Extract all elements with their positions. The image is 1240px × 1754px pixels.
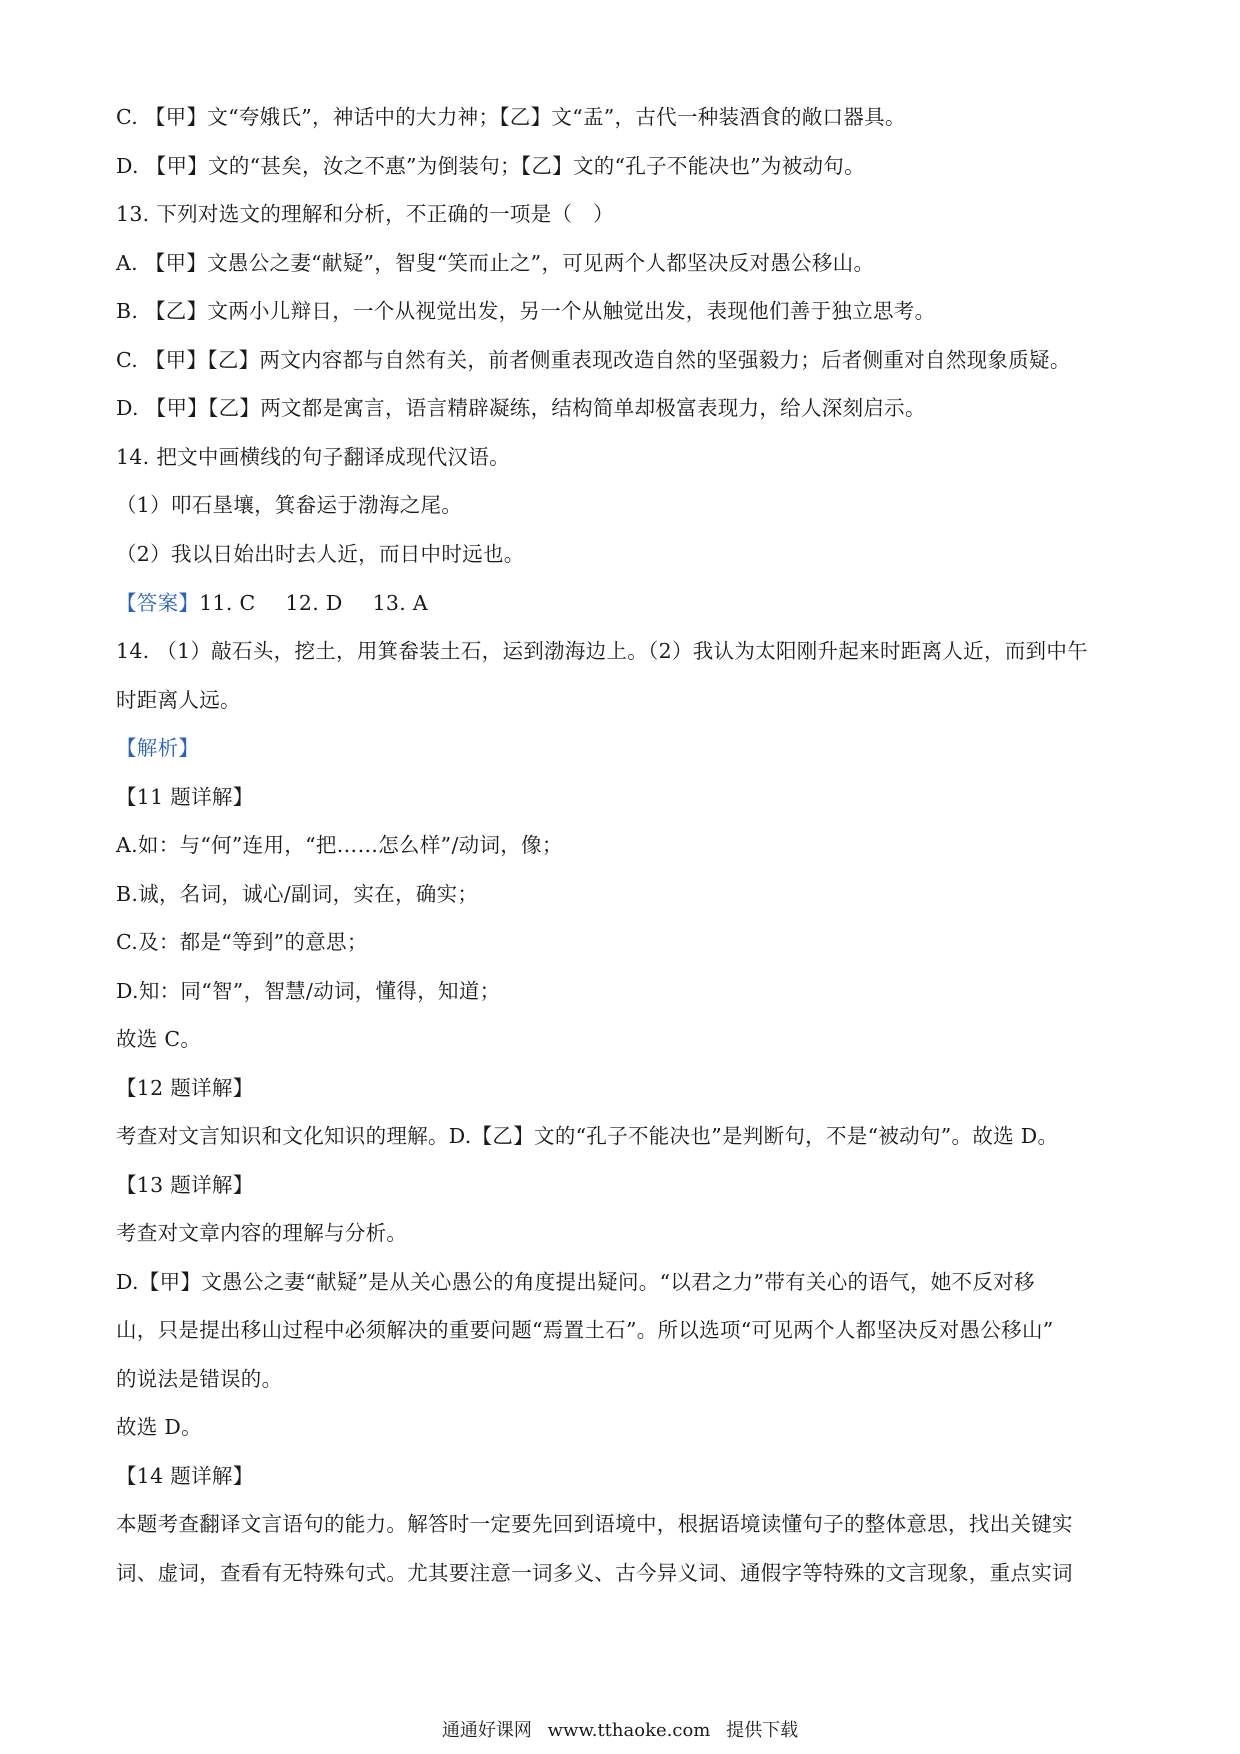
analysis-13-line-1: D.【甲】文愚公之妻“献疑”是从关心愚公的角度提出疑问。“以君之力”带有关心的语气，她不反对移 — [116, 1270, 1035, 1294]
option-13d: D. 【甲】【乙】两文都是寓言，语言精辟凝练，结构简单却极富表现力，给人深刻启示。 — [116, 396, 926, 420]
question-13: 13. 下列对选文的理解和分析，不正确的一项是（ ） — [116, 202, 614, 226]
answer-14-line-2: 时距离人远。 — [116, 688, 241, 712]
option-12c: C. 【甲】文“夸娥氏”，神话中的大力神；【乙】文“盂”，古代一种装酒食的敞口器具。 — [116, 105, 906, 129]
footer-site-name: 通通好课网 — [441, 1720, 532, 1741]
answer-11: 11. C — [199, 591, 256, 615]
analysis-11a: A.如：与“何”连用，“把……怎么样”/动词，像； — [116, 833, 563, 857]
analysis-14-line-1: 本题考查翻译文言语句的能力。解答时一定要先回到语境中，根据语境读懂句子的整体意思，找出关键实 — [116, 1512, 1073, 1536]
question-14-part-1: （1）叩石垦壤，箕畚运于渤海之尾。 — [116, 493, 463, 517]
answer-14-line-1: 14. （1）敲石头，挖土，用箕畚装土石，运到渤海边上。（2）我认为太阳刚升起来时距离人近，而到中午 — [116, 639, 1088, 663]
footer-url-link[interactable]: www.tthaoke.com — [547, 1720, 711, 1741]
option-12d: D. 【甲】文的“甚矣，汝之不惠”为倒装句；【乙】文的“孔子不能决也”为被动句。 — [116, 154, 865, 178]
option-13b: B. 【乙】文两小儿辩日，一个从视觉出发，另一个从触觉出发，表现他们善于独立思考。 — [116, 299, 936, 323]
answer-row — [116, 588, 1140, 618]
analysis-13-line-2: 山，只是提出移山过程中必须解决的重要问题“焉置土石”。所以选项“可见两个人都坚决反对愚公移山” — [116, 1318, 1054, 1342]
answer-label: 【答案】 — [116, 591, 200, 615]
option-13a: A. 【甲】文愚公之妻“献疑”，智叟“笑而止之”，可见两个人都坚决反对愚公移山。 — [116, 251, 875, 275]
heading-13-detail: 【13 题详解】 — [116, 1173, 254, 1197]
option-13c: C. 【甲】【乙】两文内容都与自然有关，前者侧重表现改造自然的坚强毅力；后者侧重对自然现象质疑。 — [116, 348, 1071, 372]
analysis-label: 【解析】 — [116, 736, 200, 760]
analysis-11b: B.诚，名词，诚心/副词，实在，确实； — [116, 882, 479, 906]
analysis-13-conclusion: 故选 D。 — [116, 1415, 202, 1439]
analysis-13-intro: 考查对文章内容的理解与分析。 — [116, 1221, 408, 1245]
answer-13: 13. A — [372, 591, 429, 615]
analysis-11-conclusion: 故选 C。 — [116, 1027, 202, 1051]
footer-note: 提供下载 — [726, 1720, 799, 1741]
page-footer — [0, 1716, 1240, 1742]
analysis-11d: D.知：同“智”，智慧/动词，懂得，知道； — [116, 979, 501, 1003]
analysis-11c: C.及：都是“等到”的意思； — [116, 930, 368, 954]
answer-12: 12. D — [285, 591, 343, 615]
analysis-12: 考查对文言知识和文化知识的理解。D.【乙】文的“孔子不能决也”是判断句，不是“被动句”。故选 D。 — [116, 1124, 1059, 1148]
heading-14-detail: 【14 题详解】 — [116, 1464, 254, 1488]
heading-12-detail: 【12 题详解】 — [116, 1076, 254, 1100]
analysis-14-line-2: 词、虚词，查看有无特殊句式。尤其要注意一词多义、古今异义词、通假字等特殊的文言现象，重点实词 — [116, 1561, 1073, 1585]
question-14: 14. 把文中画横线的句子翻译成现代汉语。 — [116, 445, 510, 469]
analysis-13-line-3: 的说法是错误的。 — [116, 1367, 283, 1391]
question-14-part-2: （2）我以日始出时去人近，而日中时远也。 — [116, 542, 525, 566]
heading-11-detail: 【11 题详解】 — [116, 785, 254, 809]
